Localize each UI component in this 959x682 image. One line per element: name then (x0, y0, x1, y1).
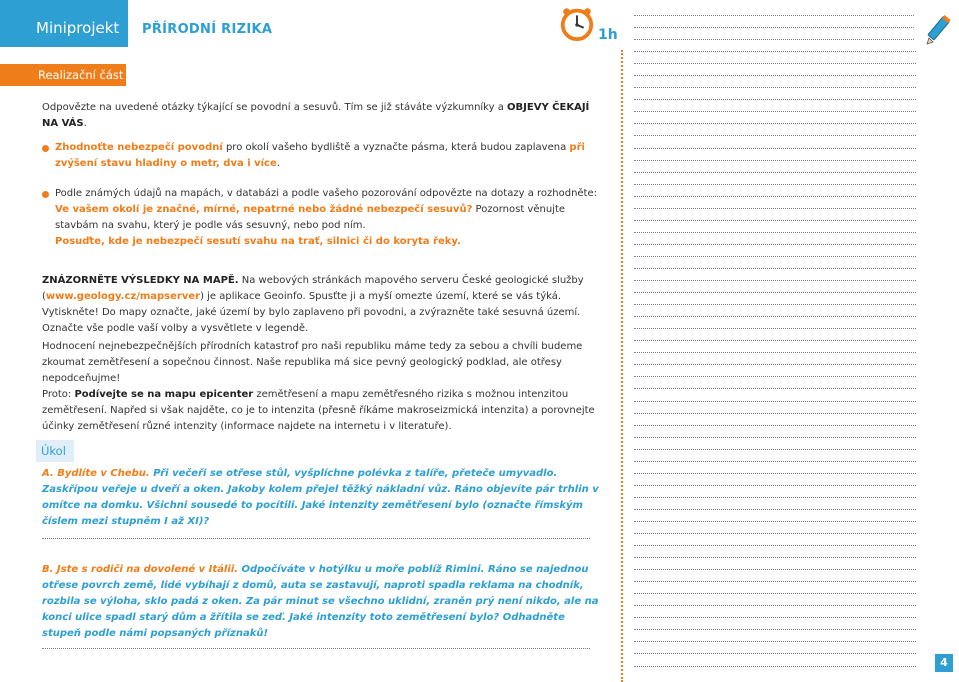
note-line (634, 461, 916, 462)
column-divider (621, 50, 623, 682)
task-a: A. Bydlíte v Chebu. Při večeři se otřese stůl, vyšplíchne polévka z talíře, přeteče umyvadlo. Zaskřípou veřeje u dveří a oken. Jakoby kolem přejel těžký nákladní vůz. Ráno objevíte pár trhlin v omítce na domku. Všichni sousedé to pocítili. Jaké intenzity zemětřesení bylo (označte římským číslem mezi stupněm I až XI)? (42, 468, 599, 527)
topic-title: PŘÍRODNÍ RIZIKA (142, 22, 273, 37)
intro-paragraph: Odpovězte na uvedené otázky týkající se povodní a sesuvů. Tím se již stáváte výzkumníky a OBJEVY ČEKAJÍ NA VÁS. (42, 102, 590, 129)
notes-column (634, 15, 916, 678)
note-line (634, 196, 916, 197)
note-line (634, 316, 916, 317)
note-line (634, 172, 916, 173)
bullet-floods: Zhodnoťte nebezpečí povodní pro okolí vašeho bydliště a vyznačte pásma, která budou zaplavena při zvýšení stavu hladiny o metr, dva i více. (55, 142, 585, 169)
note-line (634, 51, 916, 52)
note-line (634, 413, 916, 414)
note-line (634, 111, 916, 112)
pencil-icon (924, 13, 956, 47)
note-line (634, 87, 916, 88)
note-line (634, 280, 916, 281)
note-line (634, 27, 914, 28)
answer-line-a[interactable] (42, 538, 590, 539)
note-line (634, 473, 916, 474)
note-line (634, 352, 916, 353)
note-line (634, 605, 916, 606)
note-line (634, 99, 916, 100)
note-line (634, 135, 916, 136)
note-line (634, 15, 914, 16)
note-line (634, 376, 916, 377)
header-bar (0, 0, 623, 47)
note-line (634, 75, 916, 76)
note-line (634, 268, 916, 269)
duration-label: 1h (598, 27, 618, 43)
page-number: 4 (935, 654, 953, 672)
note-line (634, 39, 914, 40)
note-line (634, 617, 916, 618)
note-line (634, 304, 916, 305)
note-line (634, 569, 916, 570)
note-line (634, 581, 916, 582)
note-line (634, 593, 916, 594)
note-line (634, 557, 916, 558)
note-line (634, 641, 916, 642)
bullet-landslides: Podle známých údajů na mapách, v databázi a podle vašeho pozorování odpovězte na dotazy a rozhodněte: Ve vašem okolí je značné, mírné, nepatrné nebo žádné nebezpečí sesuvů? Pozornost věnujte stavbám na svahu, který je podle vás sesuvný, nebo pod ním. Posuďte, kde je nebezpečí sesutí svahu na trať, silnici či do koryta řeky. (55, 188, 597, 247)
note-line (634, 485, 916, 486)
note-line (634, 63, 916, 64)
task-label: Úkol (36, 440, 74, 462)
bullet-dot (42, 145, 49, 152)
earthquake-paragraph: Hodnocení nejnebezpečnějších přírodních katastrof pro naši republiku máme tedy za sebou a chvíli budeme zkoumat zemětřesení a sopečnou činnost. Naše republika má sice pevný geologický podklad, ale otřesy nepodceňujme! Proto: Podívejte se na mapu epicenter zemětřesení a mapu zemětřesného rizika s možnou intenzitou zemětřesení. Napřed si však najděte, co je to intenzita (přesně říkáme makroseizmická intenzita) a porovnejte účinky zemětřesení různé intenzity (informace najdete na internetu i v literatuře). (42, 341, 595, 432)
note-line (634, 328, 916, 329)
note-line (634, 509, 916, 510)
note-line (634, 388, 916, 389)
note-line (634, 533, 916, 534)
clock-icon (558, 4, 596, 42)
note-line (634, 497, 916, 498)
note-line (634, 521, 916, 522)
note-line (634, 232, 916, 233)
note-line (634, 666, 916, 667)
note-line (634, 160, 916, 161)
note-line (634, 545, 916, 546)
note-line (634, 292, 916, 293)
note-line (634, 401, 916, 402)
note-line (634, 148, 916, 149)
note-line (634, 425, 916, 426)
note-line (634, 244, 916, 245)
section-title: Realizační část (38, 68, 124, 82)
note-line (634, 653, 916, 654)
geology-link[interactable]: www.geology.cz/mapserver (45, 291, 201, 302)
note-line (634, 123, 916, 124)
answer-line-b[interactable] (42, 648, 590, 649)
bullet-dot (42, 191, 49, 198)
project-label: Miniprojekt (36, 19, 120, 37)
note-line (634, 220, 916, 221)
section-bar (0, 64, 126, 86)
note-line (634, 437, 916, 438)
note-line (634, 364, 916, 365)
note-line (634, 340, 916, 341)
note-line (634, 449, 916, 450)
note-line (634, 256, 916, 257)
note-line (634, 208, 916, 209)
task-b: B. Jste s rodiči na dovolené v Itálii. Odpočíváte v hotýlku u moře poblíž Rimini. Ráno se najednou otřese povrch země, lidé vybíhají z domů, auta se zastavují, naproti spadla reklama na chodník, rozbila se výloha, sklo padá z oken. Za pár minut se všechno uklidní, zraněn prý není nikdo, ale na konci ulice spadl starý dům a žřítila se zeď. Jaké intenzity toto zemětřesení bylo? Odhadněte stupeň podle námi popsaných příznaků! (42, 564, 599, 639)
header-tab (128, 0, 623, 47)
map-paragraph: ZNÁZORNĚTE VÝSLEDKY NA MAPĚ. Na webových stránkách mapového serveru České geologické služby (www.geology.cz/mapserver) je aplikace Geoinfo. Spusťte ji a myší omezte území, které se vás týká. Vytiskněte! Do mapy označte, jaké území by bylo zaplaveno při povodni, a zvýrazněte také sesuvná území. Označte vše podle vaší volby a vysvětlete v legendě. (42, 275, 584, 334)
note-line (634, 629, 916, 630)
note-line (634, 184, 916, 185)
